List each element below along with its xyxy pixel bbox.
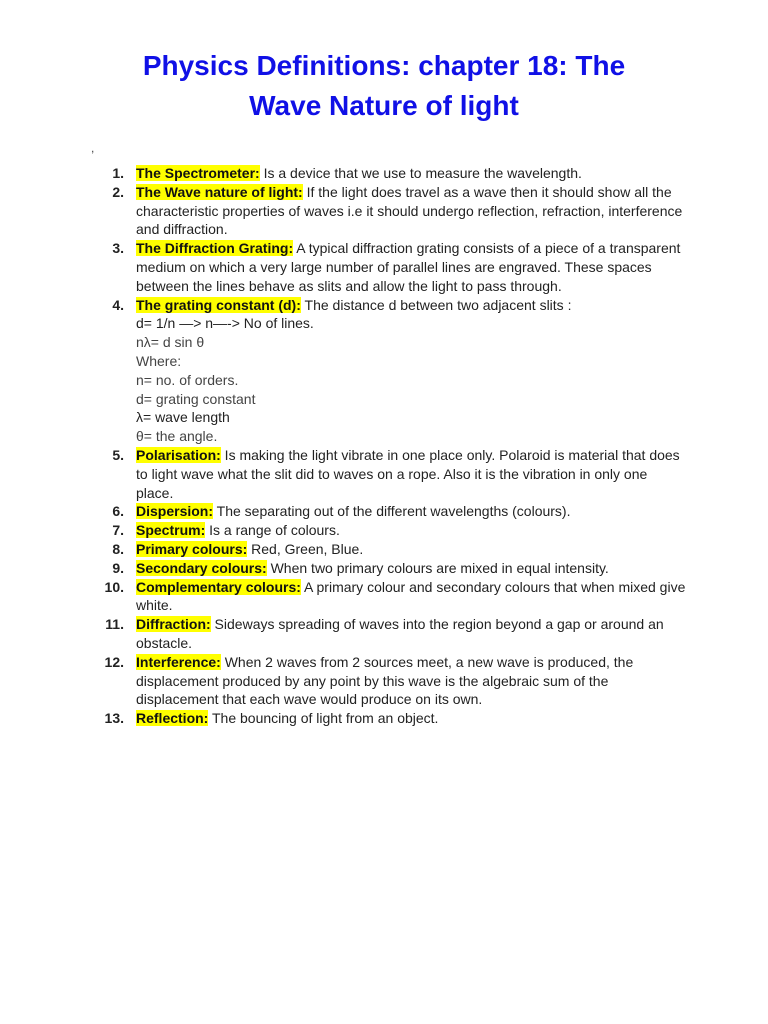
formula-var-d: d= grating constant (136, 390, 256, 407)
formula-var-lambda: λ= wave length (136, 409, 230, 426)
formula-var-theta: θ= the angle. (136, 428, 218, 445)
page-title (90, 46, 678, 126)
definition-item-5 (96, 446, 686, 502)
formula-line-grating-equation: nλ= d sin θ (136, 334, 205, 351)
definition-number: 9. (112, 559, 124, 576)
definition-body (136, 709, 686, 728)
definition-body (136, 559, 686, 578)
definition-term: Secondary colours: (136, 559, 267, 576)
definition-term: Polarisation: (136, 446, 221, 463)
definition-body (136, 615, 686, 653)
definition-number: 5. (112, 446, 124, 463)
definition-item-2 (96, 183, 686, 239)
definition-body (136, 502, 686, 521)
definition-item-12 (96, 653, 686, 709)
page-title-line-1: Physics Definitions: chapter 18: The (142, 50, 626, 81)
definition-number: 6. (112, 503, 124, 520)
definition-body (136, 239, 686, 295)
definition-text: When two primary colours are mixed in equal intensity. (266, 559, 609, 576)
definition-text: Red, Green, Blue. (247, 540, 364, 557)
definition-term: Reflection: (136, 710, 209, 727)
definition-number: 1. (112, 165, 124, 181)
definition-body (136, 578, 686, 616)
definition-item-3 (96, 239, 686, 295)
definition-item-13 (96, 709, 686, 728)
definition-number: 13. (104, 710, 124, 727)
definition-body (136, 446, 686, 502)
definition-term: The Diffraction Grating: (136, 240, 294, 257)
definition-number: 8. (112, 540, 124, 557)
definition-text: If the light does travel as a wave then it should show all the characteristic properties of waves i.e it should undergo reflection, refraction, interference and diffraction. (136, 183, 683, 238)
definition-body (136, 164, 686, 183)
definition-term: Complementary colours: (136, 578, 301, 595)
definition-item-11 (96, 615, 686, 653)
definition-item-9 (96, 559, 686, 578)
formula-var-n: n= no. of orders. (136, 371, 239, 388)
definition-number: 4. (112, 296, 124, 313)
definitions-list (96, 164, 686, 728)
definition-number: 11. (105, 616, 124, 633)
definition-body (136, 183, 686, 239)
definition-item-1 (96, 164, 686, 183)
definition-body (136, 653, 686, 709)
definition-item-8 (96, 540, 686, 559)
definition-term: The grating constant (d): (136, 296, 301, 313)
definition-text: The separating out of the different wavelengths (colours). (213, 503, 571, 520)
definition-number: 10. (104, 578, 124, 595)
definition-text: Sideways spreading of waves into the region beyond a gap or around an obstacle. (136, 616, 664, 651)
definition-term: Dispersion: (136, 503, 214, 520)
definition-number: 7. (112, 522, 124, 539)
definition-term: The Spectrometer: (136, 165, 260, 181)
definition-body (136, 540, 686, 559)
definition-text: The bouncing of light from an object. (208, 710, 439, 727)
definition-item-10 (96, 578, 686, 616)
definition-number: 12. (104, 653, 124, 670)
definition-term: Diffraction: (136, 616, 211, 633)
formula-line-lines: d= 1/n —> n—-> No of lines. (136, 315, 314, 332)
definition-text: Is a range of colours. (205, 522, 340, 539)
page-title-line-2: Wave Nature of light (249, 90, 519, 121)
definition-text: The distance d between two adjacent slits : (300, 296, 572, 313)
definition-text: A typical diffraction grating consists of a piece of a transparent medium on which a very large number of parallel lines are engraved. These spaces between the lines behave as slits and allow the light to pass through. (136, 240, 681, 294)
definition-body (136, 296, 686, 446)
definition-term: The Wave nature of light: (136, 183, 303, 200)
definition-term: Spectrum: (136, 522, 206, 539)
definition-item-6 (96, 502, 686, 521)
definition-text: A primary colour and secondary colours that when mixed give white. (136, 578, 686, 614)
definition-text: Is a device that we use to measure the wavelength. (259, 165, 582, 181)
definition-item-4 (96, 296, 686, 446)
definition-text: When 2 waves from 2 sources meet, a new wave is produced, the displacement produced by any point by this wave is the algebraic sum of the displacement that each wave would produce on its own. (136, 653, 634, 708)
definition-text: Is making the light vibrate in one place only. Polaroid is material that does to light wave what the slit did to waves on a rope. Also it is the vibration in only one place. (136, 446, 680, 501)
definition-item-7 (96, 521, 686, 540)
definition-term: Interference: (136, 653, 221, 670)
definition-body (136, 521, 686, 540)
formula-where-label: Where: (136, 352, 182, 369)
definition-term: Primary colours: (136, 540, 248, 557)
stray-comma-mark: , (91, 141, 95, 155)
definition-number: 3. (112, 240, 124, 257)
definition-number: 2. (112, 183, 124, 200)
